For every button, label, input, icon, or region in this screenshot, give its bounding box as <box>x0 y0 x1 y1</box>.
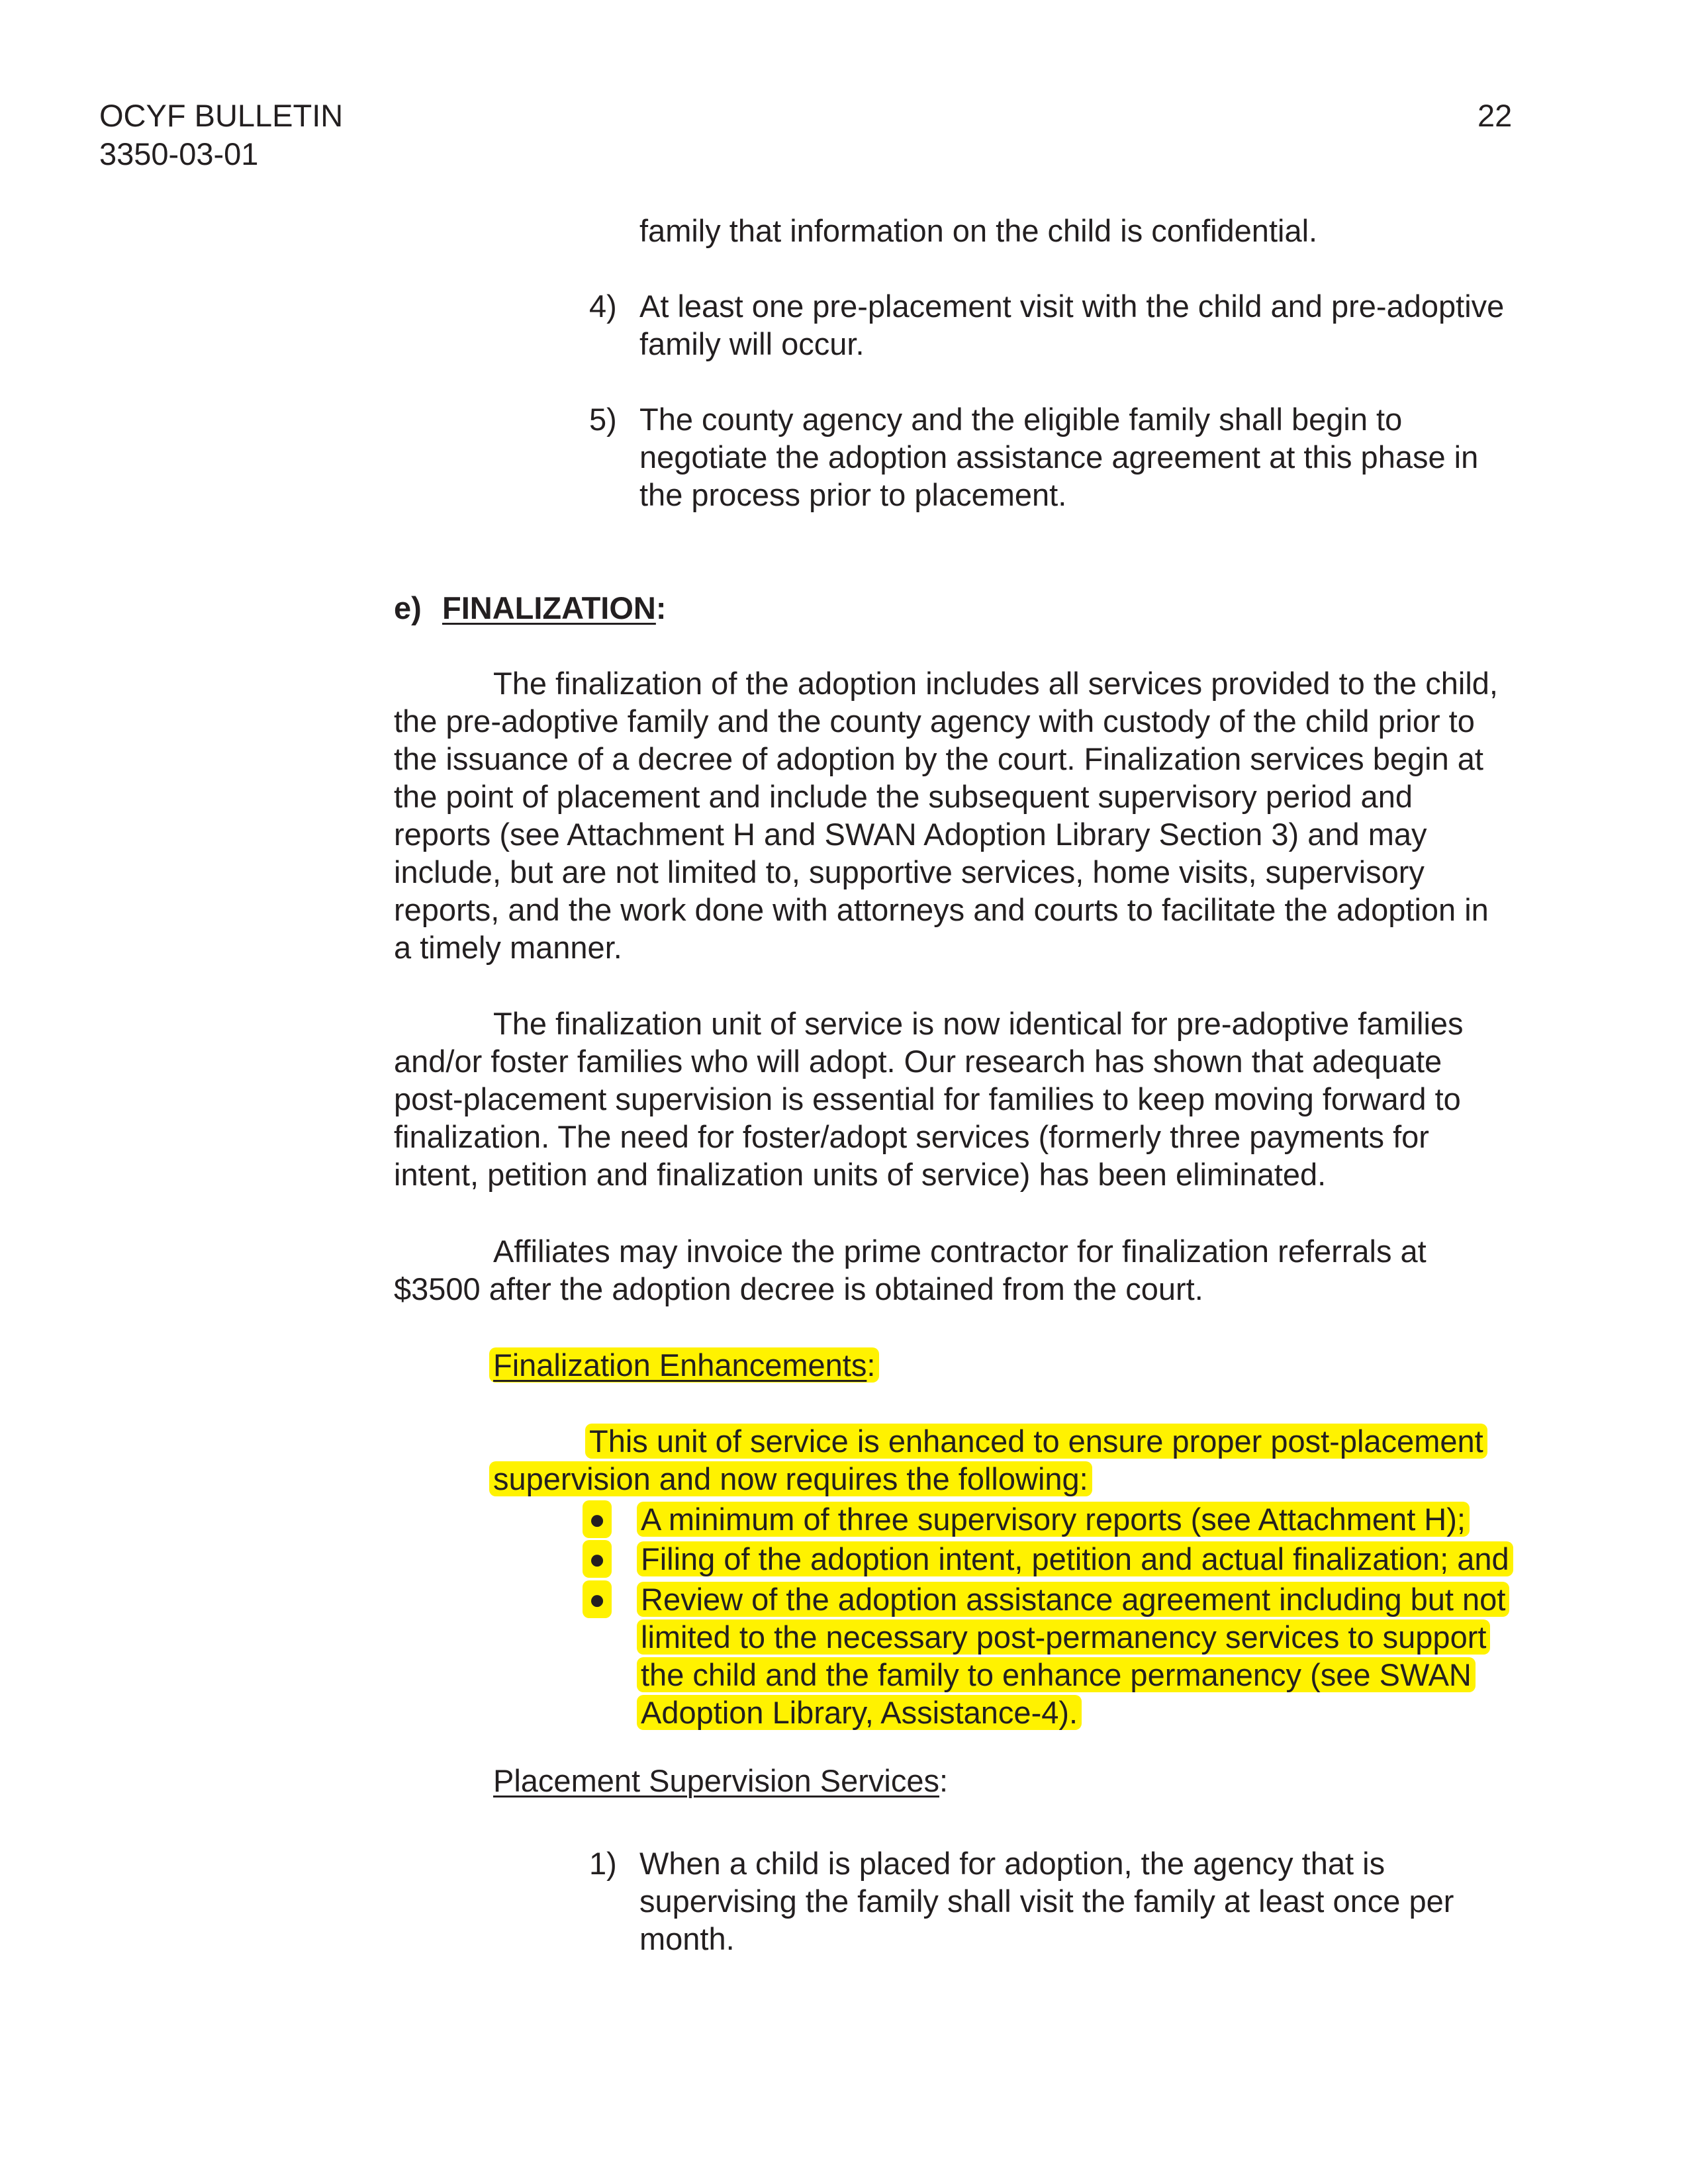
enhancements-heading-highlight <box>489 1347 879 1383</box>
placement-heading-text: Placement Supervision Services <box>493 1763 939 1798</box>
paragraph-line: intent, petition and finalization units of service) has been eliminated. <box>394 1157 1327 1192</box>
list-item-4-line: family will occur. <box>639 326 865 361</box>
bulletin-title: OCYF BULLETIN <box>99 98 344 133</box>
list-item-5-line: The county agency and the eligible family shall begin to <box>639 402 1403 437</box>
list-number-5: 5) <box>589 402 617 437</box>
list-item-line: month. <box>639 1921 735 1956</box>
enhancements-heading-colon: : <box>867 1347 876 1383</box>
section-heading-colon: : <box>655 590 667 625</box>
paragraph-line: The finalization unit of service is now identical for pre-adoptive families <box>493 1006 1464 1041</box>
enhancements-heading <box>489 1346 879 1384</box>
paragraph-finalization-definition <box>394 664 1498 966</box>
highlighted-text: Adoption Library, Assistance-4). <box>637 1695 1082 1730</box>
paragraph-line: finalization. The need for foster/adopt services (formerly three payments for <box>394 1119 1429 1154</box>
paragraph-line: the issuance of a decree of adoption by the court. Finalization services begin at <box>394 741 1483 776</box>
list-item-line: When a child is placed for adoption, the agency that is <box>639 1846 1385 1881</box>
list-item-4-line: At least one pre-placement visit with the child and pre-adoptive <box>639 289 1505 324</box>
continued-text: family that information on the child is confidential. <box>639 213 1318 248</box>
highlighted-text: supervision and now requires the following: <box>489 1461 1092 1496</box>
highlighted-text: the child and the family to enhance permanency (see SWAN <box>637 1657 1476 1692</box>
bulletin-number: 3350-03-01 <box>99 136 259 171</box>
section-heading-text: FINALIZATION <box>442 590 656 625</box>
placement-heading-colon: : <box>939 1763 949 1798</box>
section-label: e) <box>394 590 422 625</box>
highlighted-text: Filing of the adoption intent, petition and actual finalization; and <box>637 1541 1513 1576</box>
bullet-icon: ● <box>583 1540 612 1578</box>
bullet-icon: ● <box>583 1580 612 1618</box>
enhancements-intro-line-1 <box>585 1422 1487 1460</box>
list-item-5-line: the process prior to placement. <box>639 477 1067 512</box>
paragraph-line: reports, and the work done with attorneys and courts to facilitate the adoption in <box>394 892 1489 927</box>
paragraph-line: the pre-adoptive family and the county agency with custody of the child prior to <box>394 704 1475 739</box>
paragraph-line: reports (see Attachment H and SWAN Adoption Library Section 3) and may <box>394 817 1427 852</box>
paragraph-line: include, but are not limited to, supportive services, home visits, supervisory <box>394 854 1425 889</box>
paragraph-unit-of-service <box>394 1005 1464 1193</box>
bullet-icon: ● <box>583 1500 612 1538</box>
bullet-item-1 <box>637 1500 1470 1538</box>
paragraph-line: The finalization of the adoption includes all services provided to the child, <box>493 666 1498 701</box>
paragraph-affiliates-invoice <box>394 1232 1427 1308</box>
paragraph-line: a timely manner. <box>394 930 622 965</box>
placement-list-number-1: 1) <box>589 1846 617 1881</box>
bullet-item-2 <box>637 1540 1513 1578</box>
paragraph-line: Affiliates may invoice the prime contractor for finalization referrals at <box>493 1234 1427 1269</box>
list-item-4 <box>639 287 1504 363</box>
highlighted-text: A minimum of three supervisory reports (see Attachment H); <box>637 1502 1470 1537</box>
enhancements-heading-text: Finalization Enhancements <box>493 1347 867 1383</box>
paragraph-line: and/or foster families who will adopt. Our research has shown that adequate <box>394 1044 1442 1079</box>
paragraph-line: post-placement supervision is essential for families to keep moving forward to <box>394 1081 1461 1116</box>
placement-list-item-1 <box>639 1844 1454 1958</box>
paragraph-line: the point of placement and include the subsequent supervisory period and <box>394 779 1413 814</box>
page-number: 22 <box>1477 98 1513 133</box>
highlighted-text: This unit of service is enhanced to ensure proper post-placement <box>585 1424 1487 1459</box>
highlighted-text: Review of the adoption assistance agreement including but not <box>637 1582 1509 1617</box>
enhancements-intro-line-2 <box>489 1460 1092 1498</box>
section-heading <box>442 589 667 627</box>
paragraph-line: $3500 after the adoption decree is obtained from the court. <box>394 1271 1203 1306</box>
bullet-item-3 <box>637 1580 1509 1731</box>
list-item-line: supervising the family shall visit the family at least once per <box>639 1884 1454 1919</box>
placement-heading <box>493 1762 948 1799</box>
list-item-5 <box>639 400 1478 514</box>
highlighted-text: limited to the necessary post-permanency services to support <box>637 1619 1490 1655</box>
list-item-5-line: negotiate the adoption assistance agreement at this phase in <box>639 439 1479 475</box>
list-number-4: 4) <box>589 289 617 324</box>
